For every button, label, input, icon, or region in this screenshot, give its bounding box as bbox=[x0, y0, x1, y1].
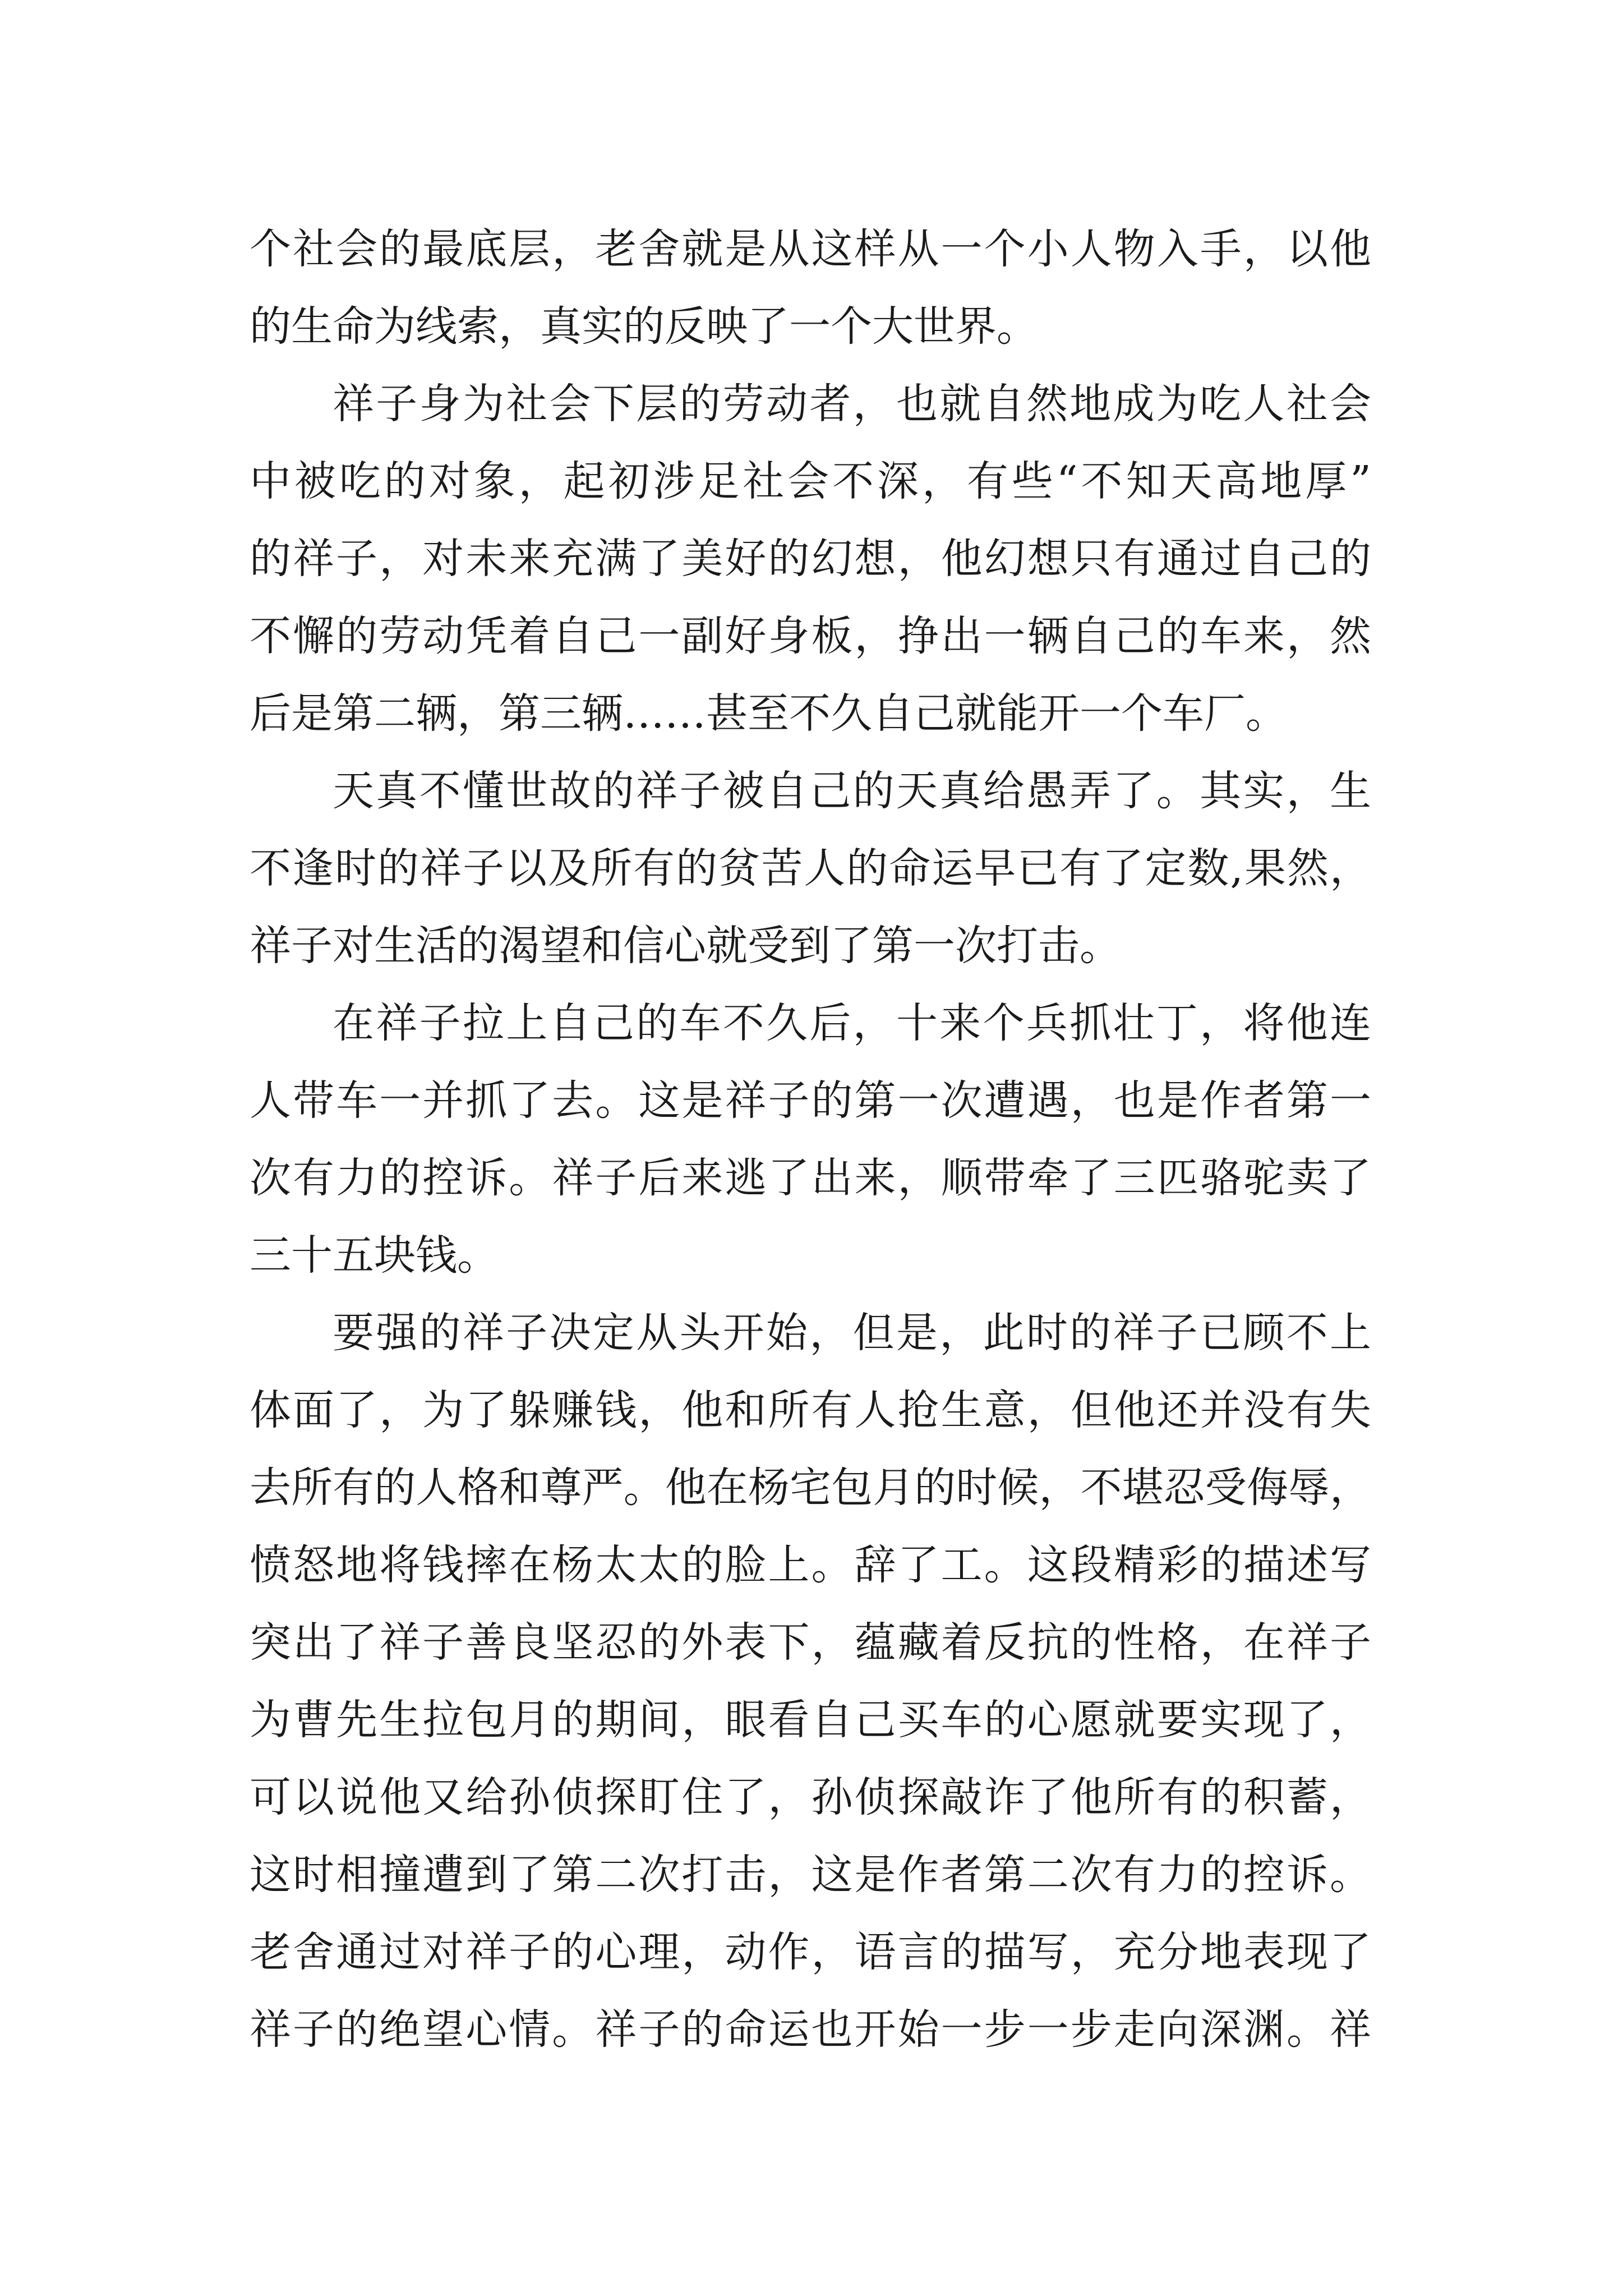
text-line: 在祥子拉上自己的车不久后，十来个兵抓壮丁，将他连 bbox=[333, 999, 1371, 1047]
text-line: 体面了，为了躲赚钱，他和所有人抢生意，但他还并没有失 bbox=[250, 1386, 1371, 1434]
text-line: 祥子对生活的渴望和信心就受到了第一次打击。 bbox=[250, 922, 1121, 970]
text-line: 个社会的最底层，老舍就是从这样从一个小人物入手，以他 bbox=[250, 225, 1371, 273]
text-line: 可以说他又给孙侦探盯住了，孙侦探敲诈了他所有的积蓄， bbox=[250, 1773, 1371, 1821]
text-line: 祥子身为社会下层的劳动者，也就自然地成为吃人社会 bbox=[333, 380, 1371, 428]
text-line: 愤怒地将钱摔在杨太太的脸上。辞了工。这段精彩的描述写 bbox=[250, 1541, 1371, 1589]
text-line: 人带车一并抓了去。这是祥子的第一次遭遇，也是作者第一 bbox=[250, 1076, 1371, 1125]
text-line: 不懈的劳动凭着自己一副好身板，挣出一辆自己的车来，然 bbox=[250, 612, 1371, 660]
text-line: 的生命为线索，真实的反映了一个大世界。 bbox=[250, 302, 1038, 351]
text-line: 后是第二辆，第三辆……甚至不久自己就能开一个车厂。 bbox=[250, 689, 1287, 738]
text-line: 的祥子，对未来充满了美好的幻想，他幻想只有通过自己的 bbox=[250, 535, 1371, 583]
text-line: 去所有的人格和尊严。他在杨宅包月的时候，不堪忍受侮辱， bbox=[250, 1464, 1371, 1512]
text-line: 天真不懂世故的祥子被自己的天真给愚弄了。其实，生 bbox=[333, 767, 1371, 815]
text-line: 三十五块钱。 bbox=[250, 1231, 499, 1280]
text-line: 祥子的绝望心情。祥子的命运也开始一步一步走向深渊。祥 bbox=[250, 2005, 1371, 2054]
text-line: 老舍通过对祥子的心理，动作，语言的描写，充分地表现了 bbox=[250, 1928, 1371, 1976]
text-line: 突出了祥子善良坚忍的外表下，蕴藏着反抗的性格，在祥子 bbox=[250, 1618, 1371, 1667]
text-line: 要强的祥子决定从头开始，但是，此时的祥子已顾不上 bbox=[333, 1309, 1371, 1357]
text-line: 中被吃的对象，起初涉足社会不深，有些“不知天高地厚” bbox=[250, 457, 1371, 505]
text-line: 为曹先生拉包月的期间，眼看自己买车的心愿就要实现了， bbox=[250, 1696, 1371, 1744]
text-line: 这时相撞遭到了第二次打击，这是作者第二次有力的控诉。 bbox=[250, 1851, 1371, 1899]
text-line: 不逢时的祥子以及所有的贫苦人的命运早已有了定数,果然， bbox=[250, 844, 1371, 892]
text-line: 次有力的控诉。祥子后来逃了出来，顺带牵了三匹骆驼卖了 bbox=[250, 1154, 1371, 1202]
body-text bbox=[250, 210, 1371, 2068]
